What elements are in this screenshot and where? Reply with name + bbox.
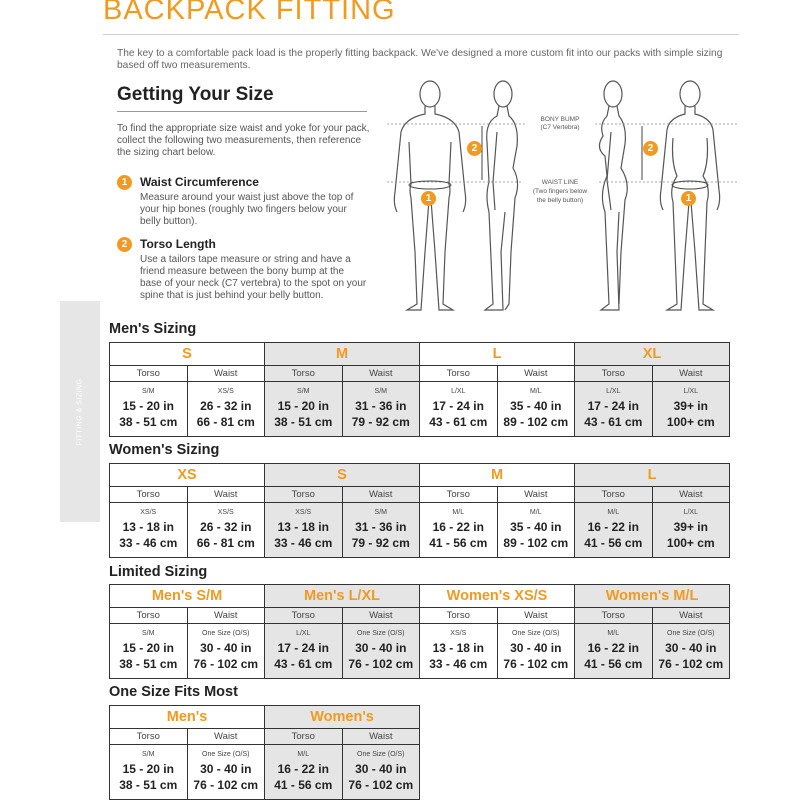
waist-column-header: Waist	[187, 366, 265, 382]
waist-measure-woman	[672, 181, 708, 189]
centimeters-value: 41 - 56 cm	[584, 536, 643, 550]
waist-line-label-line2: (Two fingers below	[532, 188, 588, 195]
centimeters-value: 79 - 92 cm	[351, 415, 410, 429]
sizing-table	[109, 705, 420, 800]
inches-value: 15 - 20 in	[122, 641, 174, 655]
waist-line-label-line1: WAIST LINE	[541, 179, 579, 186]
woman-side-figure	[599, 81, 627, 310]
size-code: S/M	[374, 509, 387, 516]
size-code: S/M	[374, 388, 387, 395]
size-label: M	[420, 464, 575, 487]
bony-bump-label-line1: BONY BUMP	[540, 116, 580, 123]
waist-measurement-cell	[187, 624, 265, 679]
waist-measurement-cell	[342, 624, 420, 679]
waist-column-header: Waist	[187, 608, 265, 624]
size-header-row	[110, 464, 730, 487]
sizing-table	[109, 463, 730, 558]
centimeters-value: 76 - 102 cm	[658, 657, 724, 671]
torso-column-header: Torso	[420, 608, 498, 624]
waist-measurement-cell	[342, 382, 420, 437]
centimeters-value: 38 - 51 cm	[119, 657, 178, 671]
step-1-description: Measure around your waist just above the top of your hip bones (roughly two fingers below your belly button).	[140, 192, 354, 227]
torso-column-header: Torso	[420, 487, 498, 503]
torso-column-header: Torso	[265, 366, 343, 382]
centimeters-value: 41 - 56 cm	[274, 778, 333, 792]
inches-value: 30 - 40 in	[200, 641, 252, 655]
centimeters-value: 76 - 102 cm	[348, 778, 414, 792]
inches-value: 39+ in	[673, 520, 708, 534]
size-code: M/L	[297, 751, 310, 758]
waist-measurement-cell	[497, 624, 575, 679]
waist-column-header: Waist	[342, 366, 420, 382]
centimeters-value: 89 - 102 cm	[503, 536, 569, 550]
torso-column-header: Torso	[265, 487, 343, 503]
waist-column-header: Waist	[497, 608, 575, 624]
waist-measurement-cell	[497, 503, 575, 558]
size-code: XS/S	[140, 509, 157, 516]
size-label: Women's M/L	[575, 585, 730, 608]
size-code: M/L	[607, 630, 620, 637]
inches-value: 30 - 40 in	[665, 641, 717, 655]
size-label: XS	[110, 464, 265, 487]
centimeters-value: 33 - 46 cm	[119, 536, 178, 550]
torso-column-header: Torso	[110, 487, 188, 503]
inches-value: 31 - 36 in	[355, 399, 407, 413]
size-header-row	[110, 343, 730, 366]
size-code: XS/S	[217, 388, 234, 395]
torso-column-header: Torso	[575, 487, 653, 503]
centimeters-value: 43 - 61 cm	[274, 657, 333, 671]
size-label: Men's	[110, 706, 265, 729]
waist-line-label	[523, 178, 597, 205]
inches-value: 31 - 36 in	[355, 520, 407, 534]
torso-column-header: Torso	[420, 366, 498, 382]
inches-value: 13 - 18 in	[277, 520, 329, 534]
waist-column-header: Waist	[497, 487, 575, 503]
waist-column-header: Waist	[652, 487, 730, 503]
centimeters-value: 76 - 102 cm	[348, 657, 414, 671]
size-label: S	[110, 343, 265, 366]
waist-column-header: Waist	[652, 608, 730, 624]
torso-measurement-cell	[575, 624, 653, 679]
size-code: One Size (O/S)	[202, 751, 250, 758]
inches-value: 16 - 22 in	[432, 520, 484, 534]
waist-column-header: Waist	[187, 729, 265, 745]
waist-column-header: Waist	[187, 487, 265, 503]
title-divider	[103, 34, 739, 35]
size-code: M/L	[529, 388, 542, 395]
waist-column-header: Waist	[342, 487, 420, 503]
size-code: L/XL	[451, 388, 466, 395]
step-1-badge: 1	[117, 175, 132, 190]
inches-value: 15 - 20 in	[122, 399, 174, 413]
size-label: L	[575, 464, 730, 487]
step-2-title: Torso Length	[140, 237, 216, 251]
measurement-row	[110, 745, 420, 800]
measurement-row	[110, 624, 730, 679]
size-code: M/L	[529, 509, 542, 516]
waist-measurement-cell	[187, 503, 265, 558]
column-header-row	[110, 366, 730, 382]
size-code: L/XL	[683, 388, 698, 395]
torso-column-header: Torso	[575, 366, 653, 382]
centimeters-value: 76 - 102 cm	[503, 657, 569, 671]
side-tab-label: FITTING & SIZING	[76, 377, 84, 446]
size-code: One Size (O/S)	[357, 751, 405, 758]
size-code: L/XL	[683, 509, 698, 516]
centimeters-value: 66 - 81 cm	[196, 415, 255, 429]
inches-value: 17 - 24 in	[587, 399, 639, 413]
size-label: XL	[575, 343, 730, 366]
size-code: S/M	[142, 388, 155, 395]
centimeters-value: 79 - 92 cm	[351, 536, 410, 550]
waist-measurement-cell	[497, 382, 575, 437]
centimeters-value: 38 - 51 cm	[119, 415, 178, 429]
waist-column-header: Waist	[497, 366, 575, 382]
centimeters-value: 100+ cm	[666, 536, 715, 550]
size-label: Men's S/M	[110, 585, 265, 608]
torso-measurement-cell	[110, 382, 188, 437]
centimeters-value: 38 - 51 cm	[119, 778, 178, 792]
inches-value: 30 - 40 in	[200, 762, 252, 776]
size-code: XS/S	[450, 630, 467, 637]
column-header-row	[110, 729, 420, 745]
size-code: One Size (O/S)	[512, 630, 560, 637]
torso-measurement-cell	[265, 503, 343, 558]
getting-size-text: To find the appropriate size waist and yoke for your pack, collect the following two measurements, then reference the sizing chart below.	[117, 123, 370, 158]
centimeters-value: 41 - 56 cm	[584, 657, 643, 671]
size-code: XS/S	[217, 509, 234, 516]
inches-value: 30 - 40 in	[355, 762, 407, 776]
page-title: BACKPACK FITTING	[103, 0, 396, 26]
size-code: One Size (O/S)	[357, 630, 405, 637]
torso-measurement-cell	[265, 624, 343, 679]
waist-measurement-cell	[652, 382, 730, 437]
centimeters-value: 89 - 102 cm	[503, 415, 569, 429]
inches-value: 26 - 32 in	[200, 520, 252, 534]
size-label: S	[265, 464, 420, 487]
centimeters-value: 43 - 61 cm	[429, 415, 488, 429]
waist-measure-man	[409, 181, 451, 189]
measurement-row	[110, 503, 730, 558]
inches-value: 35 - 40 in	[510, 520, 562, 534]
size-code: S/M	[142, 630, 155, 637]
inches-value: 39+ in	[673, 399, 708, 413]
inches-value: 15 - 20 in	[122, 762, 174, 776]
centimeters-value: 33 - 46 cm	[429, 657, 488, 671]
inches-value: 13 - 18 in	[432, 641, 484, 655]
inches-value: 30 - 40 in	[355, 641, 407, 655]
table-heading: Men's Sizing	[109, 321, 197, 337]
size-code: S/M	[142, 751, 155, 758]
centimeters-value: 100+ cm	[666, 415, 715, 429]
sizing-table	[109, 584, 730, 679]
table-heading: One Size Fits Most	[109, 684, 238, 700]
waist-column-header: Waist	[342, 608, 420, 624]
inches-value: 26 - 32 in	[200, 399, 252, 413]
centimeters-value: 76 - 102 cm	[193, 657, 259, 671]
inches-value: 16 - 22 in	[587, 520, 639, 534]
waist-measurement-cell	[652, 624, 730, 679]
diagram-marker-2-man: 2	[467, 141, 482, 156]
side-tab	[60, 301, 100, 522]
sizing-table	[109, 342, 730, 437]
size-header-row	[110, 585, 730, 608]
size-code: L/XL	[606, 388, 621, 395]
inches-value: 13 - 18 in	[122, 520, 174, 534]
centimeters-value: 76 - 102 cm	[193, 778, 259, 792]
centimeters-value: 33 - 46 cm	[274, 536, 333, 550]
step-2-description: Use a tailors tape measure or string and have a friend measure between the bony bump at the base of your neck (C7 vertebra) to the spot on your spine that is just behind your belly button.	[140, 254, 367, 301]
table-heading: Women's Sizing	[109, 442, 220, 458]
torso-column-header: Torso	[110, 366, 188, 382]
size-header-row	[110, 706, 420, 729]
torso-measurement-cell	[420, 382, 498, 437]
waist-measurement-cell	[187, 382, 265, 437]
column-header-row	[110, 487, 730, 503]
inches-value: 35 - 40 in	[510, 399, 562, 413]
bony-bump-label-line2: (C7 Vertebra)	[540, 124, 580, 131]
centimeters-value: 41 - 56 cm	[429, 536, 488, 550]
centimeters-value: 38 - 51 cm	[274, 415, 333, 429]
size-label: Women's	[265, 706, 420, 729]
size-code: M/L	[607, 509, 620, 516]
inches-value: 30 - 40 in	[510, 641, 562, 655]
measurement-row	[110, 382, 730, 437]
torso-measurement-cell	[420, 624, 498, 679]
torso-column-header: Torso	[265, 729, 343, 745]
size-label: Men's L/XL	[265, 585, 420, 608]
torso-column-header: Torso	[575, 608, 653, 624]
waist-measurement-cell	[652, 503, 730, 558]
torso-measurement-cell	[110, 503, 188, 558]
size-code: XS/S	[295, 509, 312, 516]
torso-column-header: Torso	[265, 608, 343, 624]
inches-value: 15 - 20 in	[277, 399, 329, 413]
size-code: One Size (O/S)	[667, 630, 715, 637]
body-measurement-diagram	[385, 72, 740, 317]
torso-measurement-cell	[420, 503, 498, 558]
table-heading: Limited Sizing	[109, 564, 208, 580]
torso-measurement-cell	[575, 382, 653, 437]
inches-value: 17 - 24 in	[432, 399, 484, 413]
waist-measurement-cell	[187, 745, 265, 800]
waist-measurement-cell	[342, 745, 420, 800]
step-2-badge: 2	[117, 237, 132, 252]
size-label: M	[265, 343, 420, 366]
size-code: One Size (O/S)	[202, 630, 250, 637]
getting-size-heading: Getting Your Size	[117, 84, 274, 105]
diagram-marker-2-woman: 2	[643, 141, 658, 156]
torso-measurement-cell	[110, 745, 188, 800]
centimeters-value: 43 - 61 cm	[584, 415, 643, 429]
torso-column-header: Torso	[110, 729, 188, 745]
size-label: Women's XS/S	[420, 585, 575, 608]
torso-measurement-cell	[110, 624, 188, 679]
bony-bump-label	[525, 116, 595, 132]
waist-measurement-cell	[342, 503, 420, 558]
size-code: S/M	[297, 388, 310, 395]
waist-column-header: Waist	[652, 366, 730, 382]
size-code: L/XL	[296, 630, 311, 637]
inches-value: 16 - 22 in	[277, 762, 329, 776]
torso-measurement-cell	[265, 382, 343, 437]
inches-value: 17 - 24 in	[277, 641, 329, 655]
inches-value: 16 - 22 in	[587, 641, 639, 655]
waist-line-label-line3: the belly button)	[536, 197, 584, 204]
torso-measurement-cell	[575, 503, 653, 558]
centimeters-value: 66 - 81 cm	[196, 536, 255, 550]
torso-measurement-cell	[265, 745, 343, 800]
size-code: M/L	[452, 509, 465, 516]
man-side-figure	[485, 81, 518, 310]
size-label: L	[420, 343, 575, 366]
intro-paragraph: The key to a comfortable pack load is the properly fitting backpack. We've designed a more custom fit into our packs with simple sizing based off two measurements.	[117, 48, 723, 71]
column-header-row	[110, 608, 730, 624]
torso-column-header: Torso	[110, 608, 188, 624]
step-1-title: Waist Circumference	[140, 175, 259, 189]
waist-column-header: Waist	[342, 729, 420, 745]
getting-size-divider	[117, 111, 367, 112]
diagram-marker-1-woman: 1	[681, 191, 696, 206]
diagram-marker-1-man: 1	[421, 191, 436, 206]
